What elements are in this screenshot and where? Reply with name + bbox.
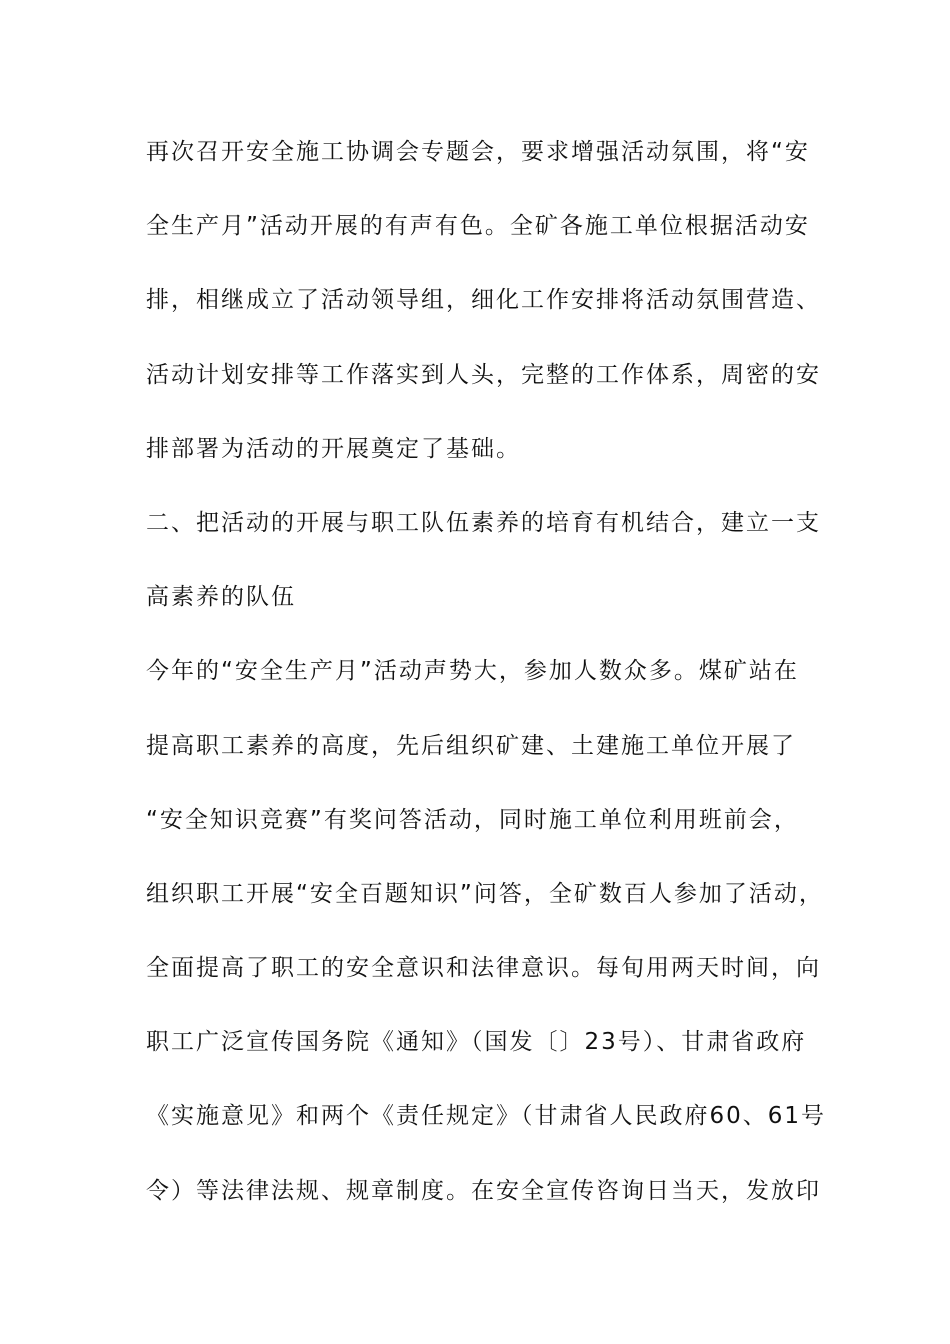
- text-line: 提高职工素养的高度，先后组织矿建、土建施工单位开展了: [146, 732, 796, 759]
- text-line: 再次召开安全施工协调会专题会，要求增强活动氛围，将“安: [146, 139, 810, 165]
- text-line: 排，相继成立了活动领导组，细化工作安排将活动氛围营造、: [146, 287, 821, 314]
- text-line: 职工广泛宣传国务院《通知》（国发〔〕23号）、甘肃省政府: [146, 1029, 807, 1056]
- text-line: 全面提高了职工的安全意识和法律意识。每旬用两天时间，向: [146, 955, 821, 982]
- text-line: 活动计划安排等工作落实到人头，完整的工作体系，周密的安: [146, 361, 821, 388]
- text-line: 全生产月”活动开展的有声有色。全矿各施工单位根据活动安: [146, 213, 810, 240]
- text-line: 排部署为活动的开展奠定了基础。: [146, 435, 521, 462]
- section-heading-line: 高素养的队伍: [146, 584, 296, 611]
- section-heading-line: 二、把活动的开展与职工队伍素养的培育有机结合，建立一支: [146, 509, 821, 536]
- text-line: 《实施意见》和两个《责任规定》（甘肃省人民政府60、61号: [146, 1103, 827, 1130]
- body-text: [146, 130, 826, 1243]
- text-line: 今年的“安全生产月”活动声势大，参加人数众多。煤矿站在: [146, 658, 799, 685]
- text-line: 令）等法律法规、规章制度。在安全宣传咨询日当天，发放印: [146, 1177, 821, 1204]
- text-line: 组织职工开展“安全百题知识”问答，全矿数百人参加了活动，: [146, 880, 824, 907]
- text-line: “安全知识竞赛”有奖问答活动，同时施工单位利用班前会，: [146, 806, 799, 833]
